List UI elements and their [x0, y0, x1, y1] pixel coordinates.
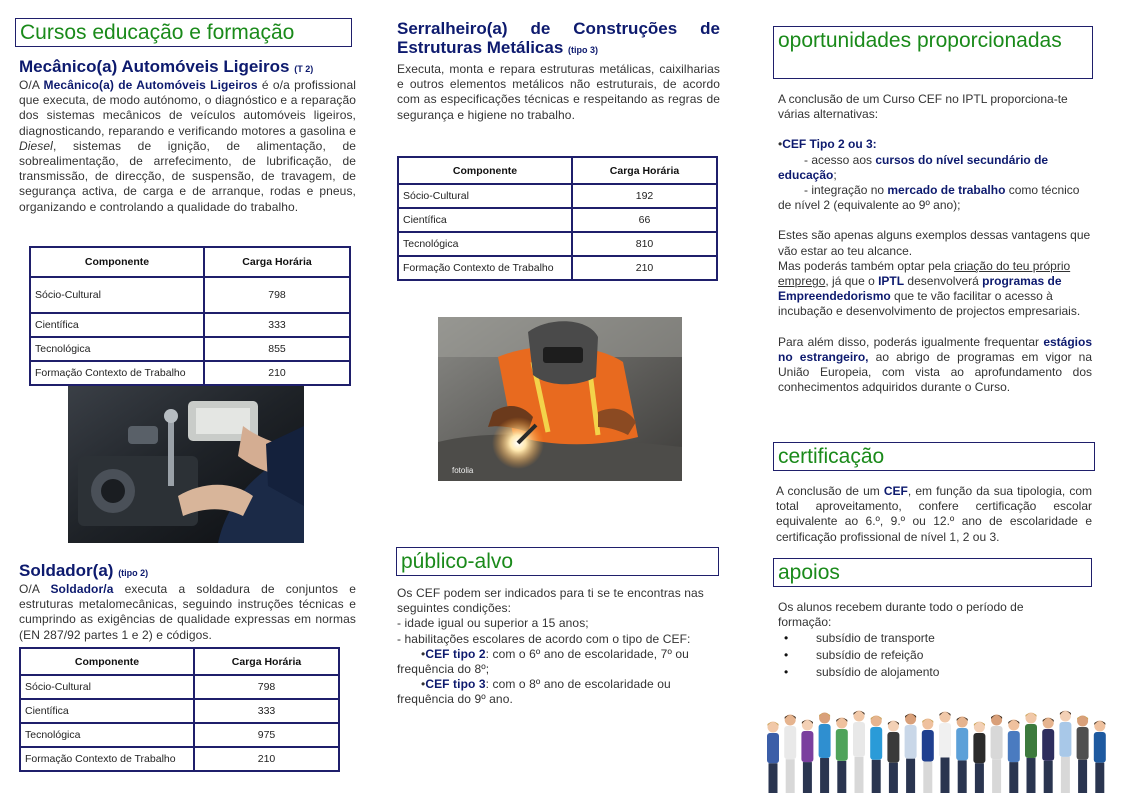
mecanico-table — [29, 246, 351, 386]
student-figure — [887, 721, 899, 794]
table-cell-carga: 210 — [194, 747, 339, 771]
welder-watermark: fotolia — [452, 466, 474, 475]
table-cell-carga: 210 — [572, 256, 717, 280]
student-figure — [767, 722, 779, 794]
list-item: • subsídio de transporte — [778, 630, 1078, 647]
mecanico-tag: (T 2) — [294, 64, 314, 74]
serralheiro-description: Executa, monta e repara estruturas metálicas, caixilharias e outros elementos metálicos não estruturais, de acordo com as especificações técnicas e respeitando as regras de segurança e higiene no trabalho. — [397, 62, 720, 122]
student-figure — [853, 711, 865, 794]
table-row — [398, 256, 717, 280]
cert-p-bold: CEF — [883, 484, 908, 498]
oport-p4-end: ao abrigo de programas em vigor na União Europeia, com vista ao aprofundamento dos conhecimentos adquiridos durante o Curso. — [778, 349, 1092, 395]
table-row — [30, 361, 350, 385]
oport-alt2 — [778, 183, 1092, 213]
table-row — [20, 723, 339, 747]
table-row — [20, 675, 339, 699]
oport-alt2-end: como técnico de nível 2 (equivalente ao 9º ano); — [778, 183, 1080, 213]
table-cell-carga: 798 — [194, 675, 339, 699]
oport-tipo-head: •CEF Tipo 2 ou 3: — [778, 137, 877, 152]
oport-alt1 — [778, 153, 1092, 183]
table-cell-carga: 192 — [572, 184, 717, 208]
student-figure — [784, 715, 796, 794]
oport-p4 — [778, 335, 1092, 396]
publico-tipo2-bold: CEF tipo 2 — [425, 646, 486, 661]
table-cell-carga: 210 — [204, 361, 350, 385]
table-cell-carga: 975 — [194, 723, 339, 747]
students-row-photo — [762, 702, 1112, 793]
student-figure — [991, 715, 1003, 794]
publico-tipo3: •CEF tipo 3: com o 8º ano de escolaridade ou frequência do 9º ano. — [397, 677, 671, 707]
publico-tipo3-bold: CEF tipo 3 — [425, 677, 486, 692]
oport-p3-iptl: IPTL — [878, 274, 905, 289]
section-title-publico: público-alvo — [396, 547, 719, 576]
serralheiro-tag: (tipo 3) — [568, 44, 599, 55]
mecanico-p-start: O/A — [19, 78, 44, 92]
student-figure — [905, 714, 917, 794]
student-figure — [1025, 713, 1037, 794]
certificacao-text — [776, 484, 1092, 545]
table-cell-carga: 798 — [204, 277, 350, 313]
soldador-description — [19, 582, 356, 643]
oport-p4-bold: estágios no estrangeiro, — [778, 334, 1092, 364]
section-title-oportunidades: oportunidades proporcionadas — [773, 26, 1093, 79]
serralheiro-title-line1: Serralheiro(a) de Construções de — [397, 19, 720, 38]
oport-p3-empreend: programas de Empreendedorismo — [778, 274, 1062, 304]
oport-p3-link[interactable]: criação do teu próprio emprego — [778, 258, 1071, 289]
table-cell-componente: Formação Contexto de Trabalho — [398, 256, 572, 280]
serralheiro-title-line2: Estruturas Metálicas — [397, 37, 564, 57]
student-figure — [819, 713, 831, 794]
table-header-componente: Componente — [20, 648, 194, 675]
soldador-tag: (tipo 2) — [118, 568, 149, 578]
table-row — [30, 337, 350, 361]
oportunidades-text — [778, 92, 1092, 395]
list-item: • subsídio de alojamento — [778, 664, 1078, 681]
oport-p3 — [778, 259, 1092, 320]
publico-tipo3-text: : com o 8º ano de escolaridade ou frequência do 9º ano. — [397, 677, 671, 707]
student-figure — [956, 717, 968, 794]
mecanico-title — [19, 58, 359, 77]
oport-intro: A conclusão de um Curso CEF no IPTL proporciona-te várias alternativas: — [778, 92, 1068, 122]
mecanico-p-mid: é o/a profissional que executa, de modo autónomo, o diagnóstico e a reparação dos sistemas mecânicos de veículos automóveis ligeiros, diagnosticando, reparando e verificando motores a gasolina e — [19, 78, 356, 138]
mecanico-p-end: , sistemas de ignição, de alimentação, de sobrealimentação, de arrefecimento, de lubrificação, de transmissão, de direcção, de suspensão, de travagem, de segurança activa, de carga e de arranque, rodas e pneus, organizando e controlando a qualidade do trabalho. — [19, 138, 356, 214]
cert-p-end: , em função da sua tipologia, com total aproveitamento, confere certificação escolar equivalente ao 6.º, 9.º ou 12.º ano de escolaridade e certificação profissional de nível 1, 2 ou 3. — [776, 484, 1093, 544]
table-header-carga: Carga Horária — [572, 157, 717, 184]
mechanic-photo — [68, 386, 304, 543]
oport-alt1-end: ; — [833, 167, 837, 182]
publico-tipo2-text: : com o 6º ano de escolaridade, 7º ou frequência do 8º; — [397, 646, 689, 677]
table-cell-componente: Sócio-Cultural — [20, 675, 194, 699]
student-figure — [939, 712, 951, 794]
table-row — [398, 184, 717, 208]
table-cell-componente: Científica — [30, 313, 204, 337]
apoios-intro: Os alunos recebem durante todo o período de formação: — [778, 600, 1024, 630]
student-figure — [1042, 718, 1054, 794]
mecanico-description — [19, 78, 356, 215]
table-cell-carga: 333 — [204, 313, 350, 337]
soldador-title — [19, 562, 359, 581]
student-figure — [801, 720, 813, 794]
table-cell-componente: Tecnológica — [398, 232, 572, 256]
oport-tipo-head-text: CEF Tipo 2 ou 3: — [782, 137, 877, 152]
soldador-title-text: Soldador(a) — [19, 561, 114, 580]
publico-intro: Os CEF podem ser indicados para ti se te encontras nas seguintes condições: — [397, 586, 704, 616]
table-header-carga: Carga Horária — [194, 648, 339, 675]
welder-photo — [438, 317, 682, 481]
publico-text — [397, 586, 719, 708]
student-figure — [1008, 720, 1020, 794]
table-header-carga: Carga Horária — [204, 247, 350, 277]
oport-p2: Estes são apenas alguns exemplos dessas vantagens que vão estar ao teu alcance. — [778, 228, 1091, 258]
serralheiro-table — [397, 156, 718, 281]
publico-line-hab: - habilitações escolares de acordo com o tipo de CEF: — [397, 631, 691, 646]
table-cell-carga: 66 — [572, 208, 717, 232]
section-title-apoios: apoios — [773, 558, 1092, 587]
table-cell-componente: Tecnológica — [20, 723, 194, 747]
student-figure — [1094, 721, 1106, 794]
section-title-cursos: Cursos educação e formação — [15, 18, 352, 47]
soldador-p-bold: Soldador/a — [50, 582, 114, 596]
oport-p3-mid: , já que o — [825, 274, 879, 289]
soldador-p-end: executa a soldadura de conjuntos e estruturas metalomecânicas, seguindo instruções técnicas e cumprindo as exigências de qualidade expressas em normas (EN 287/92 partes 1 e 2) e códigos. — [19, 582, 356, 642]
student-figure — [973, 722, 985, 794]
table-row — [398, 232, 717, 256]
oport-p4-start: Para além disso, poderás igualmente frequentar — [778, 334, 1044, 349]
list-item: • subsídio de refeição — [778, 647, 1078, 664]
mecanico-p-bold: Mecânico(a) de Automóveis Ligeiros — [43, 78, 258, 92]
oport-p3-mid2: desenvolverá — [904, 274, 983, 289]
table-row — [20, 747, 339, 771]
table-row — [30, 277, 350, 313]
table-cell-componente: Sócio-Cultural — [30, 277, 204, 313]
student-figure — [1077, 716, 1089, 794]
cert-p-start: A conclusão de um — [776, 484, 884, 498]
table-row — [30, 313, 350, 337]
table-cell-componente: Formação Contexto de Trabalho — [30, 361, 204, 385]
table-cell-componente: Tecnológica — [30, 337, 204, 361]
publico-line-age: - idade igual ou superior a 15 anos; — [397, 616, 589, 631]
student-figure — [922, 719, 934, 794]
oport-p3-end: que te vão facilitar o acesso à incubação e desenvolvimento de projectos empresariais. — [778, 289, 1081, 319]
table-header-componente: Componente — [398, 157, 572, 184]
soldador-table — [19, 647, 340, 772]
student-figure — [1059, 711, 1071, 794]
table-cell-carga: 810 — [572, 232, 717, 256]
oport-p3-start: Mas poderás também optar pela — [778, 258, 955, 273]
table-header-componente: Componente — [30, 247, 204, 277]
oport-alt1-start: - acesso aos — [804, 152, 876, 167]
table-row — [20, 699, 339, 723]
oport-alt2-start: - integração no — [804, 183, 888, 198]
section-title-certificacao: certificação — [773, 442, 1095, 471]
table-cell-componente: Formação Contexto de Trabalho — [20, 747, 194, 771]
student-figure — [870, 716, 882, 794]
serralheiro-title — [397, 20, 720, 57]
student-figure — [836, 718, 848, 794]
mecanico-title-text: Mecânico(a) Automóveis Ligeiros — [19, 57, 290, 76]
table-cell-carga: 333 — [194, 699, 339, 723]
table-cell-componente: Científica — [20, 699, 194, 723]
mecanico-p-italic: Diesel — [19, 138, 53, 153]
soldador-p-start: O/A — [19, 582, 51, 596]
table-cell-componente: Científica — [398, 208, 572, 232]
table-row — [398, 208, 717, 232]
apoios-list — [778, 630, 1078, 681]
table-cell-carga: 855 — [204, 337, 350, 361]
oport-alt1-bold: cursos do nível secundário de educação — [778, 152, 1049, 182]
publico-tipo2: •CEF tipo 2: com o 6º ano de escolaridade, 7º ou frequência do 8º; — [397, 646, 689, 677]
oport-alt2-bold: mercado de trabalho — [887, 183, 1006, 198]
table-cell-componente: Sócio-Cultural — [398, 184, 572, 208]
